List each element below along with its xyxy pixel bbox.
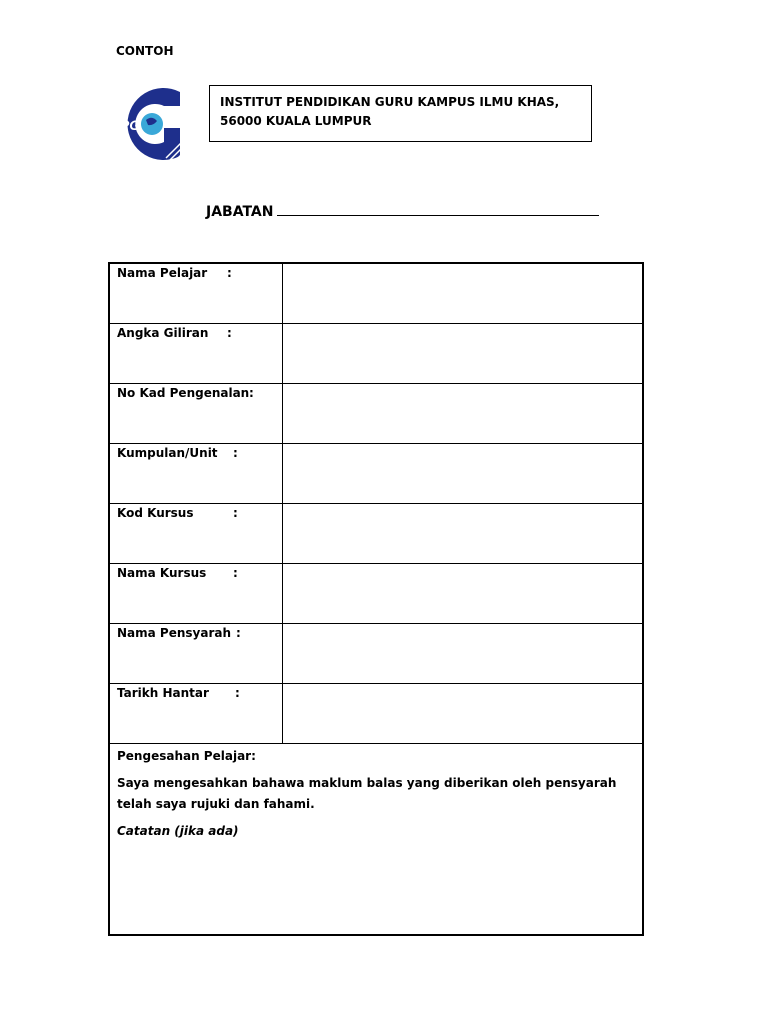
student-form: [108, 262, 644, 936]
form-row-no-kad-pengenalan: [110, 384, 642, 444]
field-label: Tarikh Hantar: [117, 686, 209, 700]
department-label: JABATAN: [206, 204, 274, 220]
form-row-kumpulan-unit: [110, 444, 642, 504]
notes-label: Catatan (jika ada): [117, 824, 239, 838]
field-label: Nama Pelajar: [117, 266, 208, 280]
nama-pelajar-field[interactable]: [283, 264, 642, 323]
field-label: Angka Giliran: [117, 326, 209, 340]
form-row-tarikh-hantar: [110, 684, 642, 744]
field-colon: :: [227, 326, 232, 340]
field-colon: :: [233, 506, 238, 520]
nama-kursus-field[interactable]: [283, 564, 642, 623]
field-colon: :: [249, 386, 254, 400]
institution-address: 56000 KUALA LUMPUR: [220, 114, 372, 128]
ipg-logo-icon: [108, 84, 186, 164]
field-colon: :: [233, 446, 238, 460]
form-row-angka-giliran: [110, 324, 642, 384]
institution-box: [209, 85, 592, 142]
department-blank-line[interactable]: [277, 203, 599, 216]
field-colon: :: [236, 626, 241, 640]
sample-label: CONTOH: [116, 44, 174, 58]
form-row-kod-kursus: [110, 504, 642, 564]
student-confirmation-section[interactable]: [110, 744, 642, 850]
field-colon: :: [227, 266, 232, 280]
field-colon: :: [235, 686, 240, 700]
nama-pensyarah-field[interactable]: [283, 624, 642, 683]
field-label: No Kad Pengenalan: [117, 386, 250, 400]
field-colon: :: [233, 566, 238, 580]
logo-text: iPG: [116, 117, 141, 133]
field-label: Nama Kursus: [117, 566, 207, 580]
confirmation-statement: Saya mengesahkan bahawa maklum balas yang diberikan oleh pensyarah telah saya rujuki dan fahami.: [117, 776, 617, 811]
angka-giliran-field[interactable]: [283, 324, 642, 383]
field-label: Nama Pensyarah: [117, 626, 232, 640]
form-row-nama-pensyarah: [110, 624, 642, 684]
institution-name: INSTITUT PENDIDIKAN GURU KAMPUS ILMU KHAS,: [220, 95, 560, 109]
field-label: Kod Kursus: [117, 506, 194, 520]
form-row-nama-kursus: [110, 564, 642, 624]
kod-kursus-field[interactable]: [283, 504, 642, 563]
form-row-nama-pelajar: [110, 264, 642, 324]
kumpulan-unit-field[interactable]: [283, 444, 642, 503]
field-label: Kumpulan/Unit: [117, 446, 218, 460]
no-kad-pengenalan-field[interactable]: [283, 384, 642, 443]
tarikh-hantar-field[interactable]: [283, 684, 642, 743]
department-field: [206, 203, 599, 220]
confirmation-heading: Pengesahan Pelajar:: [117, 749, 256, 763]
